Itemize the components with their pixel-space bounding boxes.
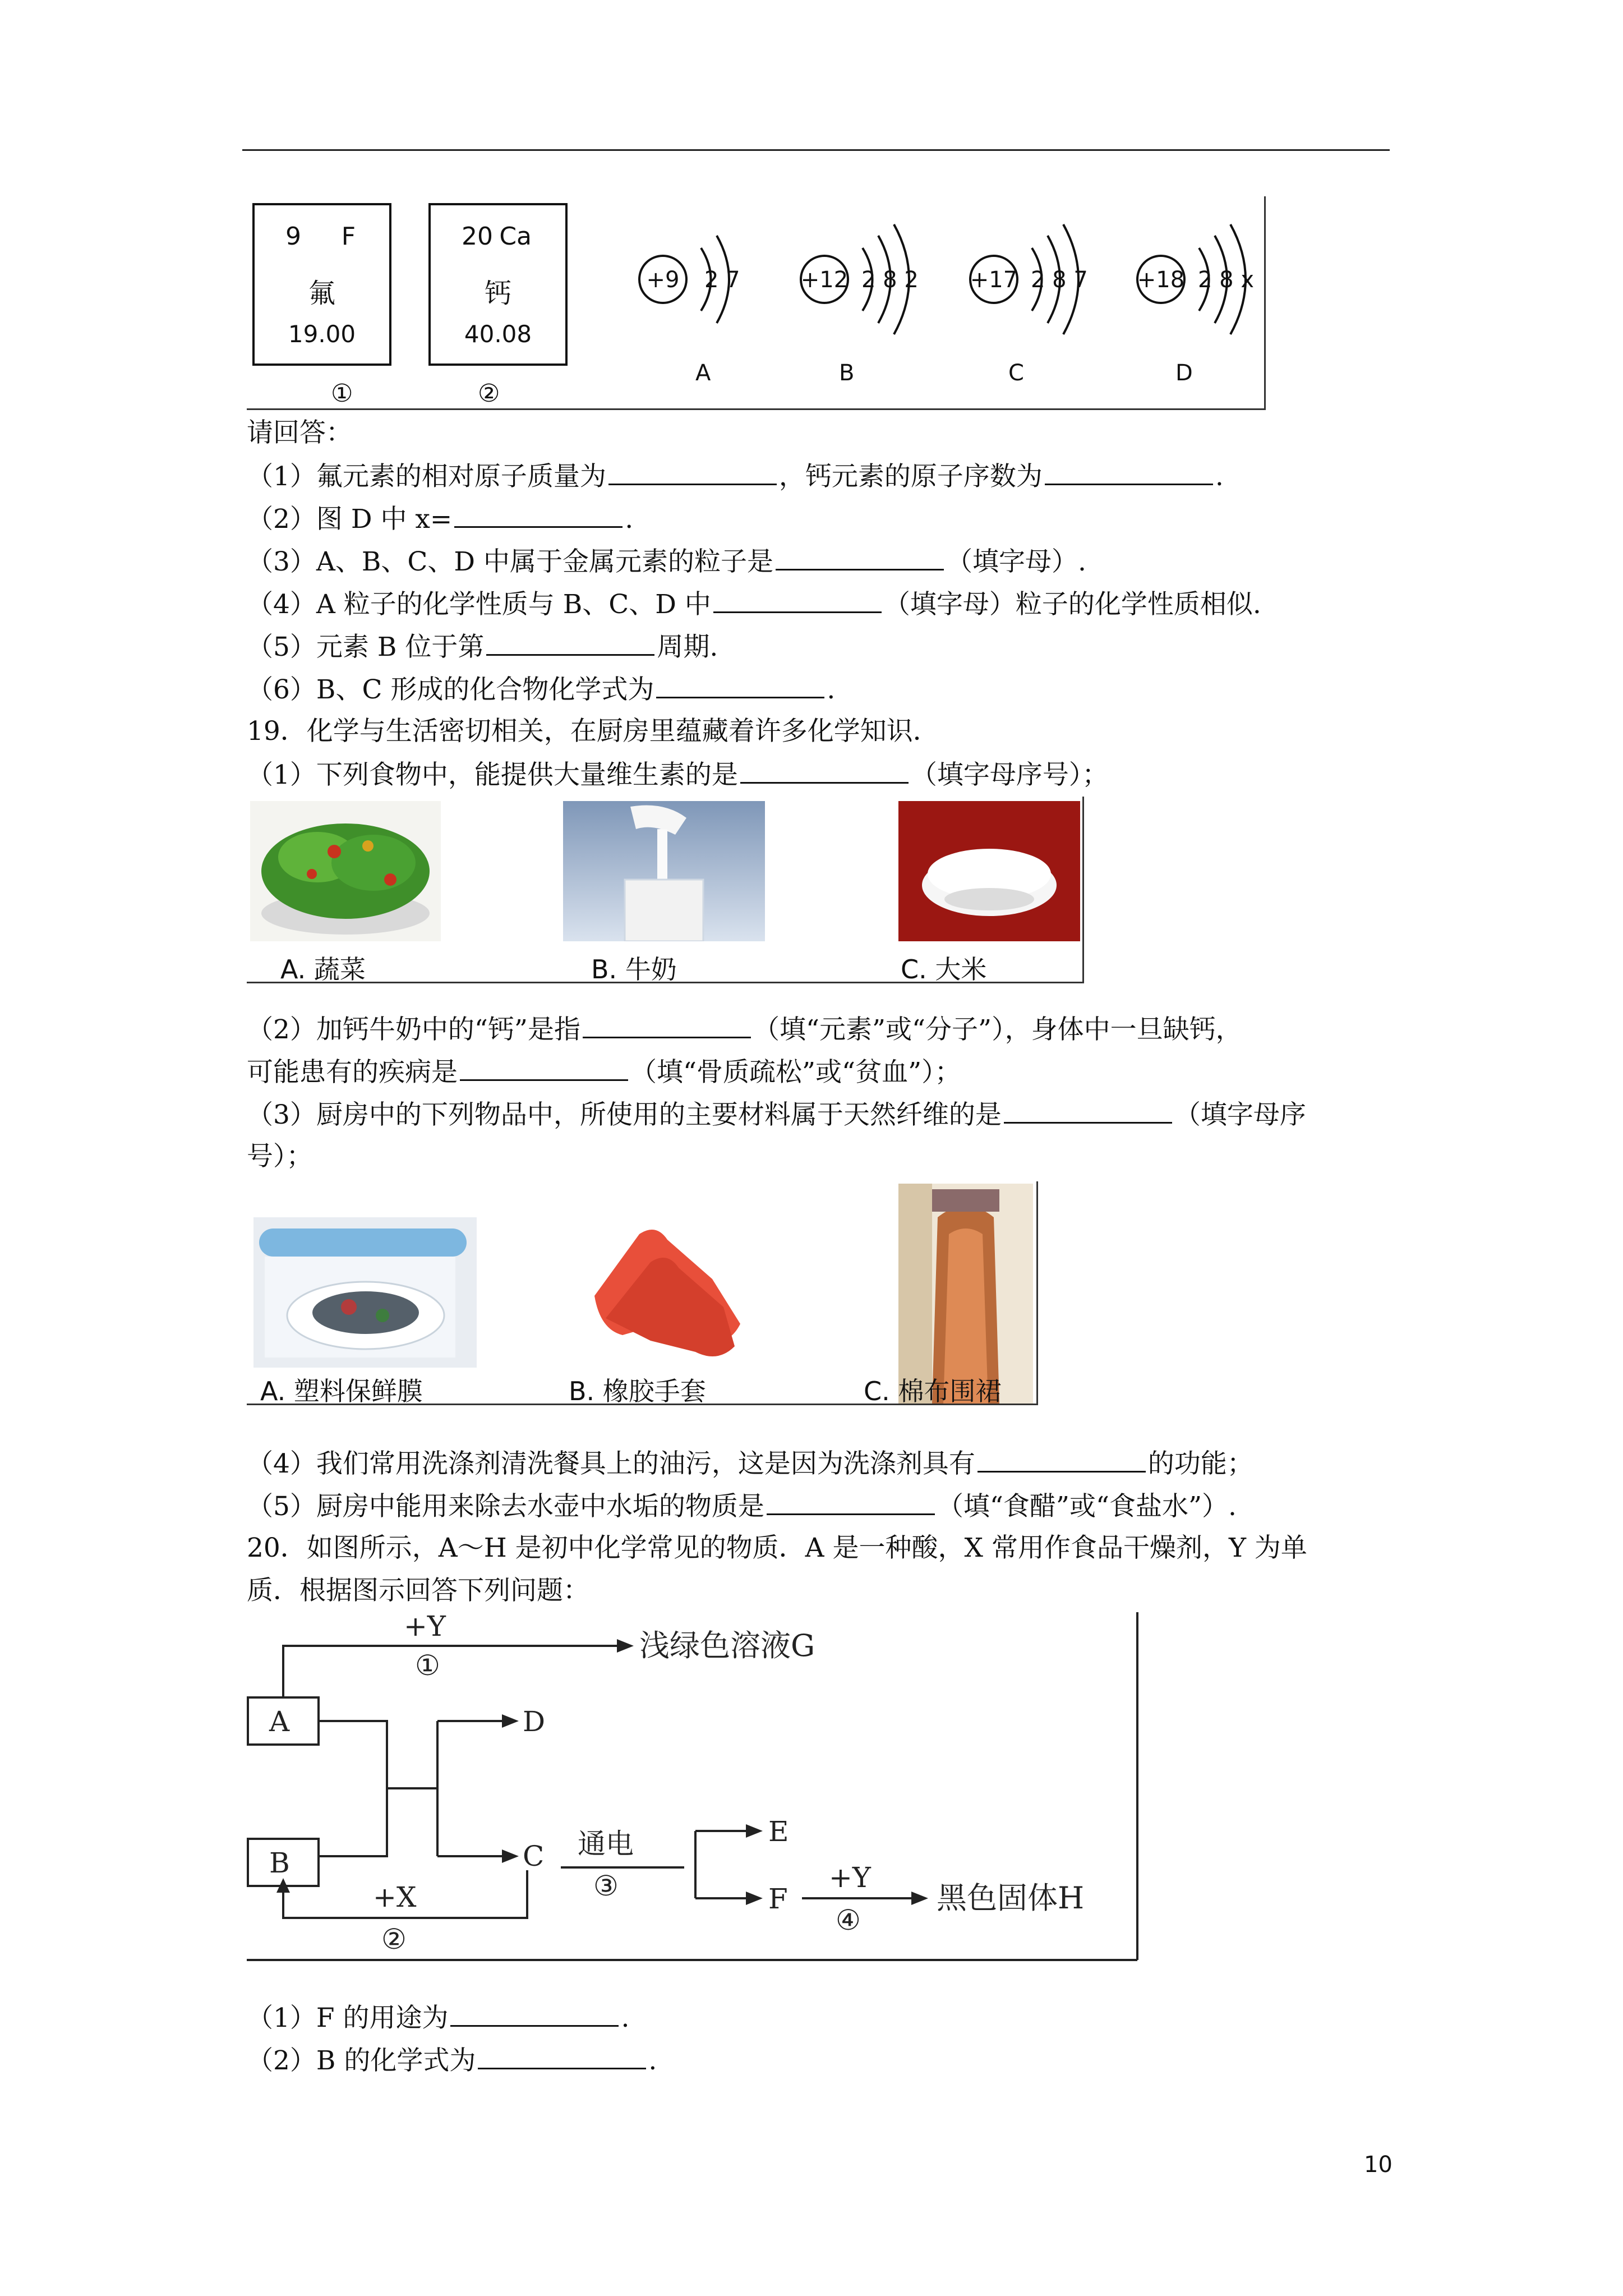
- item-label-c: C. 棉布围裙: [864, 1376, 1002, 1406]
- rice-image: [898, 801, 1080, 941]
- rubber-gloves-image: [572, 1212, 757, 1369]
- food-label-b: B. 牛奶: [591, 954, 677, 984]
- food-label-c: C. 大米: [901, 954, 987, 984]
- product-f: F: [768, 1883, 788, 1915]
- q19-line-3: （3）厨房中的下列物品中，所使用的主要材料属于天然纤维的是 （填字母序: [247, 1097, 1306, 1132]
- atomic-mass: 19.00: [288, 320, 356, 348]
- electrons-c: 2 8 7: [1031, 267, 1088, 293]
- answer-blank[interactable]: [478, 2043, 646, 2069]
- step-4-label: ④: [836, 1904, 861, 1936]
- q19-line-3b: 号）；: [247, 1141, 313, 1172]
- electrons-a: 2 7: [704, 267, 740, 293]
- structure-label-a: A: [695, 360, 711, 386]
- atomic-structures: [617, 196, 1267, 404]
- item-label-b: B. 橡胶手套: [569, 1376, 706, 1406]
- answer-blank[interactable]: [1004, 1097, 1172, 1124]
- answer-blank[interactable]: [460, 1055, 628, 1081]
- vegetable-salad-image: [250, 801, 441, 941]
- item-label-a: A. 塑料保鲜膜: [260, 1376, 423, 1406]
- answer-blank[interactable]: [656, 672, 824, 698]
- plastic-wrap-image: [253, 1217, 477, 1368]
- q19-line-2b: 可能患有的疾病是 （填“骨质疏松”或“贫血”）；: [247, 1055, 961, 1089]
- q19-line-4: （4）我们常用洗涤剂清洗餐具上的油污，这是因为洗涤剂具有 的功能；: [247, 1446, 1253, 1481]
- periodic-cell-fluorine: [252, 203, 391, 366]
- answer-blank[interactable]: [978, 1446, 1146, 1473]
- structure-label-b: B: [839, 360, 855, 386]
- reagent-plus-y: +Y: [404, 1612, 446, 1642]
- answer-blank[interactable]: [740, 757, 909, 784]
- cell-label-1: ①: [331, 379, 353, 408]
- product-h-label: 黑色固体H: [937, 1880, 1085, 1916]
- electrolysis-label: 通电: [578, 1828, 634, 1860]
- element-symbol: Ca: [499, 222, 532, 251]
- atomic-number: 9: [285, 222, 301, 251]
- q18-intro: 请回答：: [247, 417, 352, 448]
- q19-title: 19．化学与生活密切相关，在厨房里蕴藏着许多化学知识．: [247, 716, 939, 747]
- q18-line-5: （5）元素 B 位于第 周期.: [247, 629, 718, 664]
- q19-line-2: （2）加钙牛奶中的“钙”是指 （填“元素”或“分子”），身体中一旦缺钙，: [247, 1012, 1242, 1047]
- answer-blank[interactable]: [776, 544, 944, 570]
- answer-blank[interactable]: [486, 629, 654, 656]
- product-g-label: 浅绿色溶液G: [639, 1628, 815, 1663]
- cell-label-2: ②: [478, 379, 500, 408]
- atomic-mass: 40.08: [464, 320, 532, 348]
- step-2-label: ②: [381, 1923, 407, 1955]
- answer-blank[interactable]: [767, 1489, 935, 1515]
- structure-label-d: D: [1175, 360, 1193, 386]
- step-1-label: ①: [415, 1649, 440, 1682]
- q18-line-3: （3）A、B、C、D 中属于金属元素的粒子是 （填字母）.: [247, 544, 1086, 579]
- product-e: E: [768, 1815, 789, 1848]
- food-label-a: A. 蔬菜: [280, 954, 366, 984]
- atomic-number: 20: [462, 222, 493, 251]
- substance-d: D: [523, 1705, 546, 1738]
- q20-sub-2: （2）B 的化学式为 .: [247, 2043, 657, 2078]
- nucleus-b: +12: [800, 267, 849, 293]
- q19-line-1: （1）下列食物中，能提供大量维生素的是 （填字母序号）；: [247, 757, 1108, 792]
- q20-line-2: 质．根据图示回答下列问题：: [247, 1575, 589, 1606]
- page-number: 10: [1364, 2152, 1393, 2178]
- q19-line-5: （5）厨房中能用来除去水壶中水垢的物质是 （填“食醋”或“食盐水”）.: [247, 1489, 1237, 1524]
- element-name: 氟: [308, 278, 335, 309]
- element-symbol: F: [341, 222, 356, 251]
- q20-line-1: 20．如图所示，A～H 是初中化学常见的物质．A 是一种酸，X 常用作食品干燥剂，Y 为单: [247, 1533, 1307, 1563]
- answer-blank[interactable]: [713, 587, 882, 613]
- answer-blank[interactable]: [608, 459, 777, 485]
- substance-b: B: [269, 1847, 290, 1879]
- element-name: 钙: [484, 278, 511, 309]
- reaction-flow-diagram: [247, 1612, 1144, 1968]
- q20-sub-1: （1）F 的用途为 .: [247, 2000, 629, 2035]
- step-3-label: ③: [593, 1870, 619, 1902]
- structure-label-c: C: [1008, 360, 1024, 386]
- reagent-plus-x: +X: [373, 1881, 417, 1913]
- answer-blank[interactable]: [450, 2000, 619, 2027]
- answer-blank[interactable]: [1045, 459, 1213, 485]
- nucleus-d: +18: [1137, 267, 1185, 293]
- nucleus-a: +9: [646, 267, 680, 293]
- electrons-b: 2 8 2: [861, 267, 919, 293]
- answer-blank[interactable]: [454, 501, 623, 528]
- substance-a: A: [269, 1705, 290, 1738]
- reagent-plus-y-2: +Y: [829, 1861, 871, 1894]
- milk-image: [563, 801, 765, 941]
- q18-line-2: （2）图 D 中 x= .: [247, 501, 633, 536]
- substance-c: C: [523, 1840, 545, 1872]
- electrons-d: 2 8 x: [1198, 267, 1254, 293]
- answer-blank[interactable]: [583, 1012, 751, 1038]
- periodic-cell-calcium: [428, 203, 568, 366]
- q18-line-1: （1）氟元素的相对原子质量为 ，钙元素的原子序数为 .: [247, 459, 1224, 494]
- q18-line-6: （6）B、C 形成的化合物化学式为 .: [247, 672, 835, 707]
- q18-line-4: （4）A 粒子的化学性质与 B、C、D 中 （填字母）粒子的化学性质相似.: [247, 587, 1261, 622]
- header-rule: [242, 149, 1390, 151]
- nucleus-c: +17: [970, 267, 1018, 293]
